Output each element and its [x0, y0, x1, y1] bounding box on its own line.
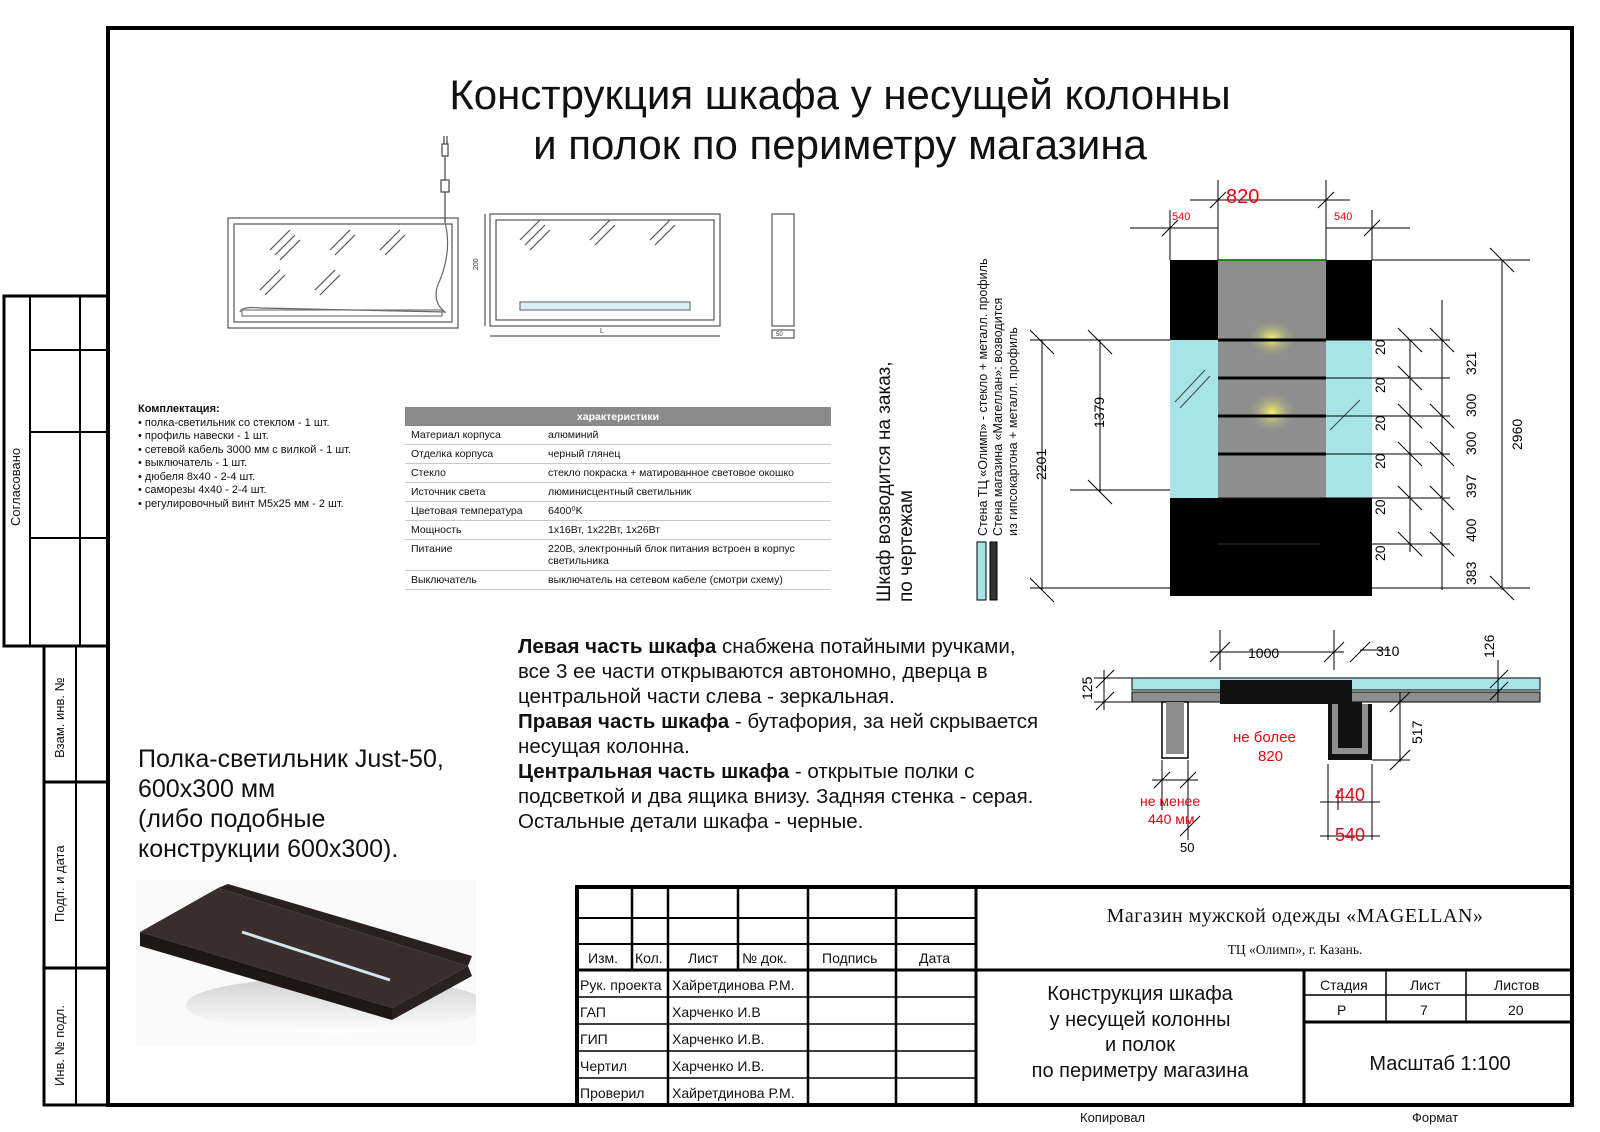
- tb-role: ГИП: [580, 1031, 608, 1047]
- dim-126: 126: [1481, 634, 1497, 658]
- dim-540: 540: [1335, 825, 1366, 845]
- dim-50-label: 50: [776, 332, 783, 338]
- tb-role: Чертил: [580, 1058, 627, 1074]
- kit-item: • профиль навески - 1 шт.: [138, 430, 269, 442]
- spec-key: Выключатель: [405, 571, 542, 590]
- tb-role: Проверил: [580, 1085, 645, 1101]
- tb-header-izm: Изм.: [588, 950, 618, 966]
- tb-header-date: Дата: [919, 950, 951, 966]
- spec-key: Мощность: [405, 521, 542, 540]
- dim-section: 300: [1463, 431, 1479, 455]
- spec-header: характеристики: [405, 407, 831, 426]
- dim-top-left: 540: [1172, 211, 1191, 223]
- dim-gap: 20: [1372, 499, 1388, 515]
- kit-item: • сетевой кабель 3000 мм с вилкой - 1 шт.: [138, 443, 352, 456]
- tb-header-sign: Подпись: [822, 950, 878, 966]
- vertical-note: [874, 361, 918, 602]
- max-label-2: 820: [1258, 748, 1284, 765]
- spec-value: алюминий: [542, 426, 831, 445]
- tb-name: Харченко И.В: [672, 1004, 761, 1020]
- shelf-side-view: [772, 214, 794, 338]
- tb-name: Хайретдинова Р.М.: [672, 1085, 795, 1101]
- spec-value: стекло покраска + матированное световое окошко: [542, 464, 831, 483]
- tb-format: Формат: [1412, 1110, 1459, 1125]
- kit-item: • выключатель - 1 шт.: [138, 457, 248, 469]
- tb-scale: Масштаб 1:100: [1369, 1053, 1511, 1075]
- tb-stage-label: Стадия: [1320, 977, 1368, 993]
- spec-value: 6400⁰K: [542, 502, 831, 521]
- dim-l-label: L: [600, 328, 604, 335]
- stamp-inv: Инв. № подл.: [52, 1005, 67, 1086]
- table-row: [405, 445, 831, 464]
- dim-left-2201: 2201: [1033, 448, 1049, 480]
- dim-section: 383: [1463, 561, 1479, 585]
- table-row: [405, 521, 831, 540]
- desc-center-title: Центральная часть шкафа: [518, 760, 790, 783]
- doc-title-line: по периметру магазина: [1031, 1059, 1249, 1082]
- shelf-caption-line: 600x300 мм: [138, 775, 276, 803]
- cabinet-elevation: [1030, 180, 1570, 620]
- dim-1000: 1000: [1248, 645, 1280, 661]
- dim-section: 300: [1463, 393, 1479, 417]
- dim-gap: 20: [1372, 377, 1388, 393]
- spec-key: Материал корпуса: [405, 426, 542, 445]
- spec-key: Стекло: [405, 464, 542, 483]
- tb-sheets-label: Листов: [1494, 977, 1540, 993]
- vertical-note-line2: по чертежам: [896, 490, 917, 602]
- dim-section: 400: [1463, 518, 1479, 542]
- kit-item: • саморезы 4x40 - 2-4 шт.: [138, 484, 267, 496]
- legend-line2: Стена магазина «Магеллан»: возводится: [991, 297, 1005, 536]
- dim-125: 125: [1079, 676, 1095, 700]
- kit-item: • полка-светильник со стеклом - 1 шт.: [138, 416, 330, 429]
- desc-center-text: - открытые полки с подсветкой и два ящика внизу. Задняя стенка - серая. Остальные детали шкафа - черные.: [518, 760, 1034, 833]
- dim-517: 517: [1409, 720, 1425, 744]
- spec-value: люминисцентный светильник: [542, 483, 831, 502]
- dim-section: 397: [1463, 474, 1479, 498]
- stamp-podp: Подп. и дата: [52, 845, 67, 922]
- doc-title-line: у несущей колонны: [1049, 1008, 1231, 1031]
- dim-gap: 20: [1372, 415, 1388, 431]
- desc-right-text: - бутафория, за ней скрывается несущая колонна.: [518, 710, 1039, 758]
- doc-title-line: и полок: [1104, 1034, 1175, 1056]
- shelf-caption-line: Полка-светильник Just-50,: [138, 745, 444, 773]
- kit-item: • дюбеля 8x40 - 2-4 шт.: [138, 470, 256, 483]
- tb-copied: Копировал: [1080, 1110, 1146, 1125]
- company-location: ТЦ «Олимп», г. Казань.: [1227, 942, 1363, 957]
- page-title-line2: и полок по периметру магазина: [533, 121, 1147, 168]
- dim-gap: 20: [1372, 339, 1388, 355]
- dim-gap: 20: [1372, 545, 1388, 561]
- tb-sheet-label: Лист: [1410, 977, 1441, 993]
- cabinet-plan: [1070, 630, 1550, 860]
- wall-legend-swatch: [975, 540, 1005, 604]
- dim-top-right: 540: [1334, 211, 1353, 223]
- legend-line3: из гипсокартона + металл. профиль: [1006, 327, 1020, 536]
- spec-key: Источник света: [405, 483, 542, 502]
- kit-heading: Комплектация:: [138, 403, 220, 415]
- dim-left-1379: 1379: [1091, 396, 1107, 428]
- min-label-2: 440 мм: [1148, 811, 1195, 827]
- max-label-1: не более: [1233, 729, 1296, 746]
- dim-gap: 20: [1372, 453, 1388, 469]
- dim-200-label: 200: [473, 258, 480, 270]
- table-row: [405, 426, 831, 445]
- kit-list: [138, 403, 351, 511]
- stamp-agreed: Согласовано: [8, 447, 23, 526]
- table-row: [405, 464, 831, 483]
- cabinet-description: [518, 634, 1048, 834]
- tb-name: Харченко И.В.: [672, 1031, 765, 1047]
- shelf-caption: [138, 744, 498, 864]
- desc-left-text: снабжена потайными ручками, все 3 ее части открываются автономно, дверца в центральной части слева - зеркальная.: [518, 635, 1016, 708]
- table-row: [405, 540, 831, 571]
- doc-title-line: Конструкция шкафа: [1047, 983, 1233, 1005]
- spec-key: Отделка корпуса: [405, 445, 542, 464]
- tb-name: Харченко И.В.: [672, 1058, 765, 1074]
- dim-310: 310: [1376, 643, 1400, 659]
- spec-key: Цветовая температура: [405, 502, 542, 521]
- tb-role: ГАП: [580, 1004, 606, 1020]
- table-row: [405, 483, 831, 502]
- page-title-line1: Конструкция шкафа у несущей колонны: [449, 71, 1231, 118]
- table-row: [405, 571, 831, 590]
- kit-item: • регулировочный винт М5x25 мм - 2 шт.: [138, 497, 344, 510]
- company-name: Магазин мужской одежды «MAGELLAN»: [1106, 905, 1484, 927]
- shelf-front-view: [228, 218, 458, 328]
- tb-stage: Р: [1337, 1002, 1347, 1018]
- dim-top-total: 820: [1226, 186, 1260, 208]
- spec-value: 220В, электронный блок питания встроен в корпус светильника: [542, 540, 831, 571]
- spec-table: [405, 407, 831, 590]
- shelf-caption-line: конструкции 600x300).: [138, 835, 399, 863]
- wall-legend: [976, 259, 1021, 536]
- tb-sheets: 20: [1508, 1002, 1524, 1018]
- dim-440: 440: [1335, 785, 1366, 805]
- desc-left-title: Левая часть шкафа: [518, 635, 717, 658]
- dim-section: 321: [1463, 351, 1479, 375]
- tb-header-doc: № док.: [742, 950, 787, 966]
- desc-right-title: Правая часть шкафа: [518, 710, 730, 733]
- shelf-photo: [136, 880, 476, 1045]
- spec-key: Питание: [405, 540, 542, 571]
- spec-value: черный глянец: [542, 445, 831, 464]
- document-title: [980, 982, 1300, 1084]
- shelf-light-drawing: [220, 130, 800, 350]
- min-label-1: не менее: [1140, 793, 1201, 809]
- tb-role: Рук. проекта: [580, 977, 662, 993]
- legend-line1: Стена ТЦ «Олимп» - стекло + металл. профиль: [976, 258, 990, 536]
- shelf-dimension-view: [485, 214, 720, 336]
- tb-name: Хайретдинова Р.М.: [672, 977, 795, 993]
- stamp-vzam: Взам. инв. №: [52, 677, 67, 758]
- dim-right-total: 2960: [1509, 418, 1525, 450]
- tb-header-kol: Кол.: [635, 950, 663, 966]
- tb-header-list: Лист: [688, 950, 719, 966]
- shelf-caption-line: (либо подобные: [138, 805, 326, 833]
- dim-50: 50: [1180, 840, 1195, 855]
- spec-value: 1x16Вт, 1x22Вт, 1x26Вт: [542, 521, 831, 540]
- tb-sheet: 7: [1420, 1002, 1428, 1018]
- spec-value: выключатель на сетевом кабеле (смотри схему): [542, 571, 831, 590]
- vertical-note-line1: Шкаф возводится на заказ,: [874, 361, 895, 602]
- table-row: [405, 502, 831, 521]
- plug-icon: [441, 136, 449, 222]
